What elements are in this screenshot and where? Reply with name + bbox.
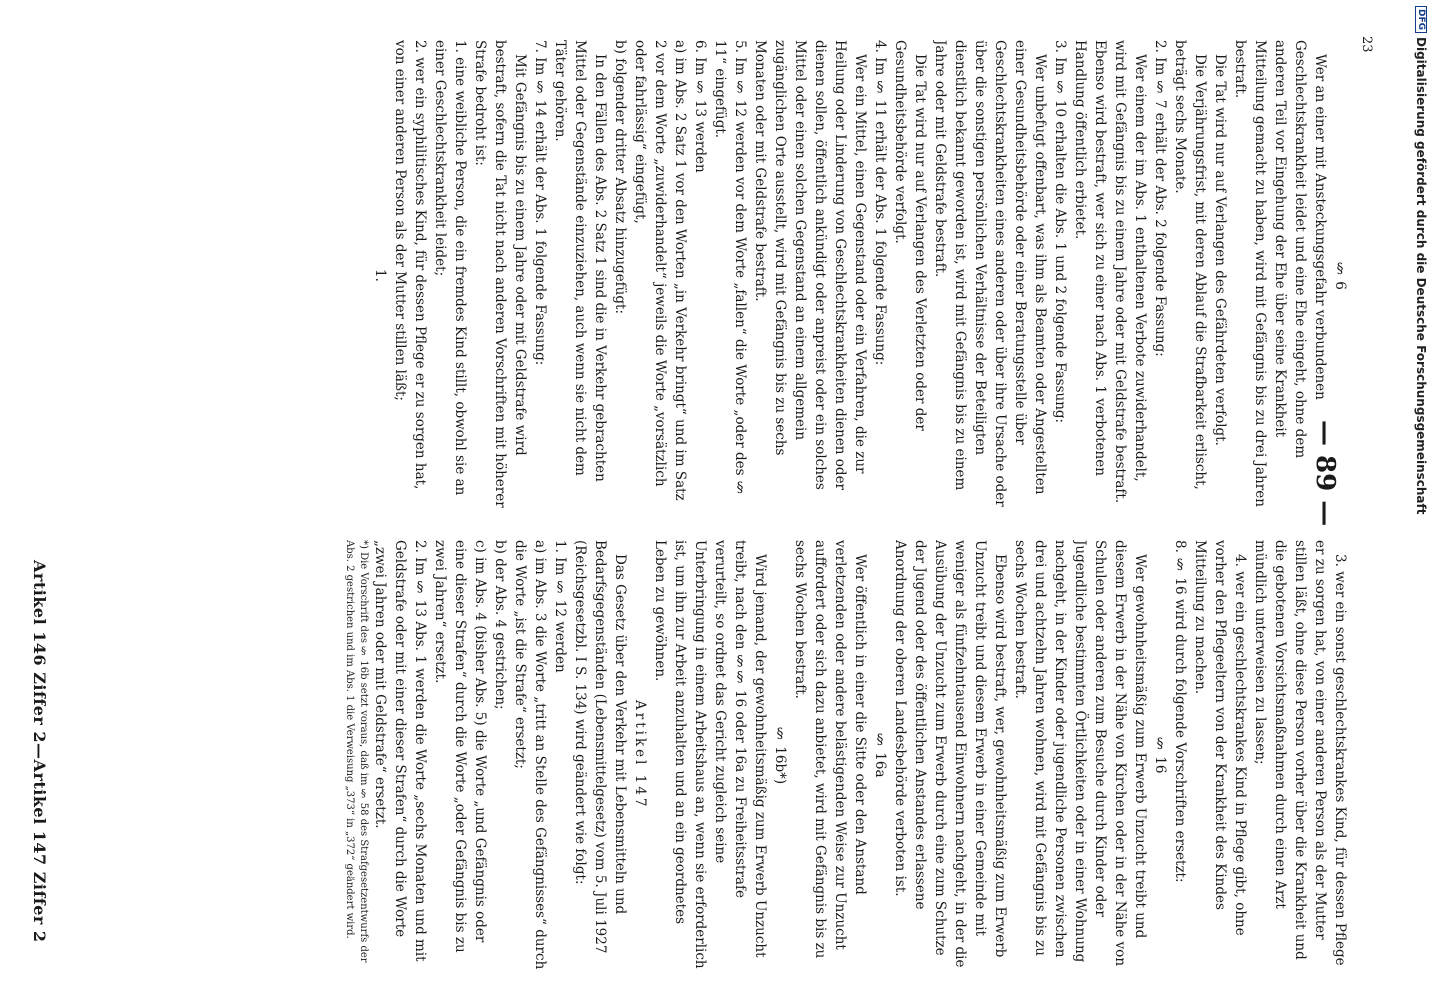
right-column — [140, 540, 1350, 970]
page-header-center: — 89 — — [1310, 420, 1340, 527]
left-signature: 1. — [372, 268, 388, 282]
item-7-2: 2. wer ein syphilitisches Kind, für dessen Pflege er zu sorgen hat, von einer anderen Person als der Mutter stillen läßt; — [392, 40, 428, 490]
item-2-text: Wer einem der im Abs. 1 enthaltenen Verbote zuwiderhandelt, wird mit Gefängnis bis zu einem Jahre oder mit Geldstrafe bestraft. Ebenso wird bestraft, wer sich zu einer nach Abs. 1 verbotenen Handlung öffentlich erbietet. — [1072, 40, 1148, 504]
item-6a: a) im Abs. 2 Satz 1 vor den Worten „in Verkehr bringt“ und im Satz 2 vor dem Worte „zuwiderhandelt“ jeweils die Worte „vorsätzlich oder fahrlässig“ eingefügt, — [632, 40, 688, 501]
item-3-text2: Die Tat wird nur auf Verlangen des Verletzten oder der Gesundheitsbehörde verfolgt. — [892, 40, 928, 431]
item-6: 6. Im § 13 werden — [692, 40, 708, 173]
item-8: 8. § 16 wird durch folgende Vorschriften ersetzt: — [1172, 540, 1188, 883]
item-4-text: Wer ein Mittel, einen Gegenstand oder ein Verfahren, die zur Heilung oder Linderung von Geschlechtskrankheiten dienen oder dienen sollen, öffentlich ankündigt oder anpreist oder ein solches Mittel oder einen solchen Gegenstand an einem allgemein zugänglichen Orte ausstellt, wird mit Gefängnis bis zu sechs Monaten oder mit Geldstrafe bestraft. — [752, 40, 868, 491]
left-column-text — [140, 40, 1350, 510]
section-6-title: § 6 — [1332, 260, 1348, 290]
art147-item-1c: c) im Abs. 4 (bisher Abs. 5) die Worte „und Gefängnis oder eine dieser Strafen“ durch die Worte „oder Gefängnis bis zu zwei Jahren“ ersetzt. — [432, 540, 488, 953]
section-16b-text: Wird jemand, der gewohnheitsmäßig zum Erwerb Unzucht treibt, nach den §§ 16 oder 16a zu Freiheitsstrafe verurteilt, so ordnet das Gericht zugleich seine Unterbringung in einem Arbeitshaus an, wenn sie erforderlich ist, um ihn zur Arbeit anzuhalten und an ein geordnetes Leben zu gewöhnen. — [652, 540, 768, 969]
credit-text: Digitalisierung gefördert durch die Deutsche Forschungsgemeinschaft — [1414, 37, 1428, 515]
art147-item-1b: b) der Abs. 4 gestrichen; — [492, 540, 508, 710]
section-16a-title: § 16a — [872, 732, 888, 778]
item-6b-text: In den Fällen des Abs. 2 Satz 1 sind die in Verkehr gebrachten Mittel oder Gegenstände einzuziehen, auch wenn sie nicht dem Täter gehören. — [552, 40, 608, 482]
art147-item-1a: a) im Abs. 3 die Worte „tritt an Stelle des Gefängnisses“ durch die Worte „ist die Strafe“ ersetzt; — [512, 540, 548, 970]
dfg-logo: DFG — [1415, 6, 1427, 33]
item-3: 3. wer ein sonst geschlechtskrankes Kind, für dessen Pflege er zu sorgen hat, von einer anderen Person als der Mutter stillen läßt, ohne diese Person vorher über die Krankheit und die gebotenen Vorsichtsmaßnahmen durch einen Arzt mündlich unterweisen zu lassen; — [1252, 540, 1348, 966]
section-16-p1: Wer gewohnheitsmäßig zum Erwerb Unzucht treibt und diesem Erwerb in der Nähe von Kirchen oder in der Nähe von Schulen oder anderen zum Besuche durch Kinder oder Jugendliche bestimmten Örtlichkeiten oder in einer Wohnung nachgeht, in der Kinder oder jugendliche Personen zwischen drei und achtzehn Jahren wohnen, wird mit Gefängnis bis zu sechs Wochen bestraft. — [1012, 540, 1148, 967]
item-4: 4. wer ein geschlechtskrankes Kind in Pflege gibt, ohne vorher den Pflegeeltern von der Krankheit des Kindes Mitteilung zu machen. — [1192, 540, 1248, 936]
signature-mark: 23 — [1359, 36, 1374, 53]
article-147-title: Artikel 147 — [632, 700, 648, 810]
art147-item-1: 1. Im § 12 werden — [552, 540, 568, 673]
item-7-text: Mit Gefängnis bis zu einem Jahre oder mit Geldstrafe wird bestraft, sofern die Tat nicht nach anderen Vorschriften mit höherer Strafe bedroht ist: — [472, 40, 528, 508]
running-header: Artikel 146 Ziffer 2—Artikel 147 Ziffer 2 — [30, 560, 49, 943]
section-6-p3: Die Verjährungsfrist, mit deren Ablauf die Strafbarkeit erlischt, beträgt sechs Monate. — [1172, 40, 1208, 490]
section-16-p2: Ebenso wird bestraft, wer, gewohnheitsmäßig zum Erwerb Unzucht treibt und diesem Erwerb in einer Gemeinde mit weniger als fünfzehntausend Einwohnern nachgeht, in der die Ausübung der Unzucht zum Erwerb durch eine zum Schutze der Jugend oder des öffentlichen Anstandes erlassene Anordnung der oberen Landesbehörde verboten ist. — [892, 540, 1008, 968]
item-7: 7. Im § 14 erhält der Abs. 1 folgende Fassung: — [532, 40, 548, 366]
item-3-left: 3. Im § 10 erhalten die Abs. 1 und 2 folgende Fassung: — [1052, 40, 1068, 424]
item-5: 5. Im § 12 werden vor dem Worte „fallen“ die Worte „oder des § 11“ eingefügt. — [712, 40, 748, 496]
item-6b: b) folgender dritter Absatz hinzugefügt: — [612, 40, 628, 314]
digitization-credit — [1408, 0, 1434, 1000]
item-4-left: 4. Im § 11 erhält der Abs. 1 folgende Fassung: — [872, 40, 888, 366]
section-16a-text: Wer öffentlich in einer die Sitte oder den Anstand verletzenden oder andere belästigenden Weise zur Unzucht auffordert oder sich dazu anbietet, wird mit Gefängnis bis zu sechs Wochen bestraft. — [792, 540, 868, 959]
item-2: 2. Im § 7 erhält der Abs. 2 folgende Fassung: — [1152, 40, 1168, 357]
art147-item-2: 2. Im § 13 Abs. 1 werden die Worte „sechs Monaten und mit Geldstrafe oder mit einer dieser Strafen“ durch die Worte „zwei Jahren oder mit Geldstrafe“ ersetzt. — [372, 540, 428, 962]
item-7-1: 1. eine weibliche Person, die ein fremdes Kind stillt, obwohl sie an einer Geschlechtskrankheit leidet; — [432, 40, 468, 496]
section-6-p1: Wer an einer mit Ansteckungsgefahr verbundenen Geschlechtskrankheit leidet und eine Ehe eingeht, ohne dem anderen Teil vor Eingehung der Ehe über seine Krankheit Mitteilung gemacht zu haben, wird mit Gefängnis bis zu drei Jahren bestraft. — [1232, 40, 1328, 507]
footnote: *) Die Vorschrift des § 16b setzt voraus, daß im § 58 des Strafgesetzentwurfs der Abs. 2 gestrichen und im Abs. 1 die Verweisung „373“ in „372“ geändert wird. — [344, 540, 369, 963]
section-16b-title: § 16b*) — [772, 725, 788, 785]
section-6-p2: Die Tat wird nur auf Verlangen des Gefährdeten verfolgt. — [1212, 54, 1228, 446]
section-16-title: § 16 — [1152, 736, 1168, 774]
item-3-text: Wer unbefugt offenbart, was ihm als Beamten oder Angestellten einer Gesundheitsbehörde oder einer Beratungsstelle über Geschlechtskrankheiten eines anderen oder über ihre Ursache oder über die sonstigen persönlichen Verhältnisse der Beteiligten dienstlich bekannt geworden ist, wird mit Gefängnis bis zu einem Jahre oder mit Geldstrafe bestraft. — [932, 40, 1048, 507]
article-147-intro: Das Gesetz über den Verkehr mit Lebensmitteln und Bedarfsgegenständen (Lebensmittelgesetz) vom 5. Juli 1927 (Reichsgesetzbl. I S. 134) wird geändert wie folgt: — [572, 540, 628, 954]
